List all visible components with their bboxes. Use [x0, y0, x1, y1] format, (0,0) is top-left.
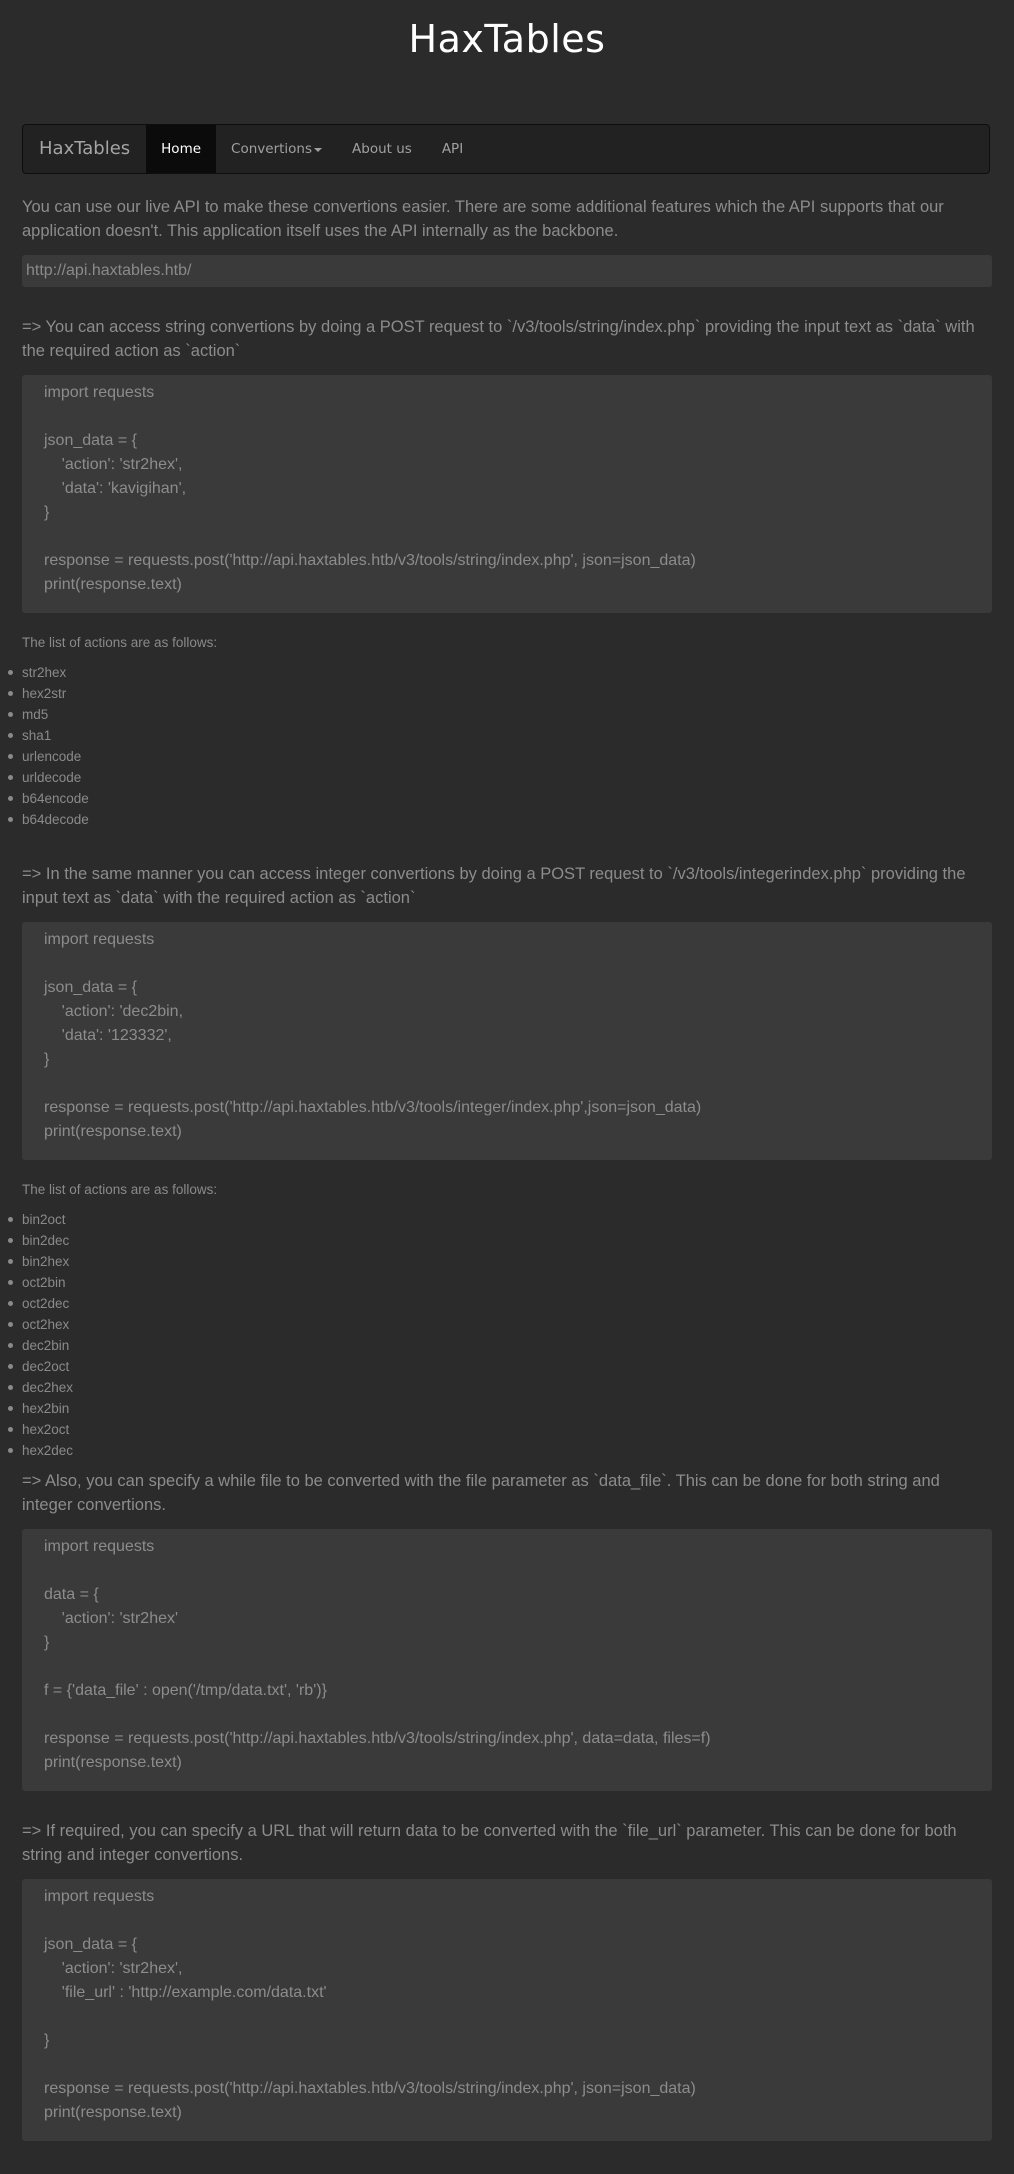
code-block — [22, 375, 992, 613]
list-item: hex2oct — [0, 1419, 992, 1440]
api-section — [22, 1819, 992, 2141]
list-item: hex2bin — [0, 1398, 992, 1419]
code-line: import requests — [44, 1888, 155, 1905]
code-line: import requests — [44, 384, 155, 401]
list-item: sha1 — [0, 725, 992, 746]
code-line: 'action': 'str2hex', — [44, 1960, 183, 1977]
nav-item-about-us[interactable] — [337, 125, 427, 173]
list-item: b64decode — [0, 809, 992, 830]
actions-label: The list of actions are as follows: — [22, 635, 218, 650]
list-item: bin2oct — [0, 1209, 992, 1230]
nav-item-label: Convertions — [231, 141, 313, 157]
list-item: dec2oct — [0, 1356, 992, 1377]
code-line: import requests — [44, 931, 155, 948]
code-line — [44, 1655, 970, 1679]
code-line: } — [44, 1634, 50, 1651]
actions-list — [0, 662, 992, 830]
site-title: HaxTables — [408, 17, 606, 61]
code-line: 'data': '123332', — [44, 1027, 172, 1044]
navbar-brand[interactable]: HaxTables — [39, 138, 131, 159]
code-line — [44, 1703, 970, 1727]
code-line — [44, 1072, 970, 1096]
actions-label: The list of actions are as follows: — [22, 1182, 218, 1197]
caret-down-icon — [314, 148, 322, 152]
code-line — [44, 1909, 970, 1933]
code-line: print(response.text) — [44, 576, 182, 593]
code-line — [44, 405, 970, 429]
code-line: response = requests.post('http://api.haxtables.htb/v3/tools/integer/index.php',json=json_data) — [44, 1099, 702, 1116]
code-line: response = requests.post('http://api.haxtables.htb/v3/tools/string/index.php', json=json_data) — [44, 2080, 696, 2097]
section-description: => Also, you can specify a while file to be converted with the file parameter as `data_file`. This can be done for both string and integer convertions. — [22, 1472, 940, 1514]
nav-item-home[interactable] — [146, 125, 216, 173]
code-line — [44, 2053, 970, 2077]
list-item: oct2dec — [0, 1293, 992, 1314]
code-line: print(response.text) — [44, 1754, 182, 1771]
code-line: } — [44, 1051, 50, 1068]
code-line: } — [44, 504, 50, 521]
api-section — [22, 315, 992, 830]
code-line: data = { — [44, 1586, 99, 1603]
code-line — [44, 952, 970, 976]
code-line: json_data = { — [44, 1936, 137, 1953]
code-line: json_data = { — [44, 979, 137, 996]
list-item: urlencode — [0, 746, 992, 767]
api-sections — [22, 315, 992, 2141]
list-item: hex2str — [0, 683, 992, 704]
list-item: dec2bin — [0, 1335, 992, 1356]
code-line: } — [44, 2032, 50, 2049]
navbar — [22, 124, 990, 174]
list-item: md5 — [0, 704, 992, 725]
list-item: bin2hex — [0, 1251, 992, 1272]
code-line — [44, 1559, 970, 1583]
list-item: urldecode — [0, 767, 992, 788]
code-line: f = {'data_file' : open('/tmp/data.txt', 'rb')} — [44, 1682, 327, 1699]
section-description: => In the same manner you can access integer convertions by doing a POST request to `/v3/tools/integerindex.php` providing the input text as `data` with the required action as `action` — [22, 865, 966, 907]
list-item: hex2dec — [0, 1440, 992, 1461]
api-section — [22, 862, 992, 1461]
api-section — [22, 1469, 992, 1791]
code-line — [44, 2005, 970, 2029]
nav-item-label: API — [441, 141, 464, 157]
actions-list — [0, 1209, 992, 1461]
code-block — [22, 922, 992, 1160]
code-line — [44, 525, 970, 549]
list-item: str2hex — [0, 662, 992, 683]
code-line: 'action': 'dec2bin, — [44, 1003, 184, 1020]
section-description: => You can access string convertions by doing a POST request to `/v3/tools/string/index.php` providing the input text as `data` with the required action as `action` — [22, 318, 975, 360]
list-item: bin2dec — [0, 1230, 992, 1251]
code-line: response = requests.post('http://api.haxtables.htb/v3/tools/string/index.php', json=json_data) — [44, 552, 696, 569]
nav-item-convertions[interactable] — [216, 125, 337, 173]
code-line: response = requests.post('http://api.haxtables.htb/v3/tools/string/index.php', data=data, files=f) — [44, 1730, 711, 1747]
list-item: oct2hex — [0, 1314, 992, 1335]
list-item: dec2hex — [0, 1377, 992, 1398]
code-line: 'file_url' : 'http://example.com/data.txt' — [44, 1984, 327, 2001]
code-line: 'action': 'str2hex', — [44, 456, 183, 473]
code-block — [22, 1879, 992, 2141]
code-line: json_data = { — [44, 432, 137, 449]
main-content — [22, 195, 992, 2141]
list-item: oct2bin — [0, 1272, 992, 1293]
code-line: print(response.text) — [44, 2104, 182, 2121]
nav-item-label: About us — [352, 141, 412, 157]
code-line: print(response.text) — [44, 1123, 182, 1140]
code-line: 'action': 'str2hex' — [44, 1610, 179, 1627]
intro-text: You can use our live API to make these convertions easier. There are some additional features which the API supports that our application doesn't. This application itself uses the API internally as the backbone. — [22, 198, 944, 240]
section-description: => If required, you can specify a URL that will return data to be converted with the `file_url` parameter. This can be done for both string and integer convertions. — [22, 1822, 957, 1864]
code-block — [22, 1529, 992, 1791]
nav-item-label: Home — [161, 141, 202, 157]
code-line: import requests — [44, 1538, 155, 1555]
code-line: 'data': 'kavigihan', — [44, 480, 187, 497]
api-url-box: http://api.haxtables.htb/ — [22, 255, 992, 287]
list-item: b64encode — [0, 788, 992, 809]
nav-item-api[interactable] — [427, 125, 478, 173]
